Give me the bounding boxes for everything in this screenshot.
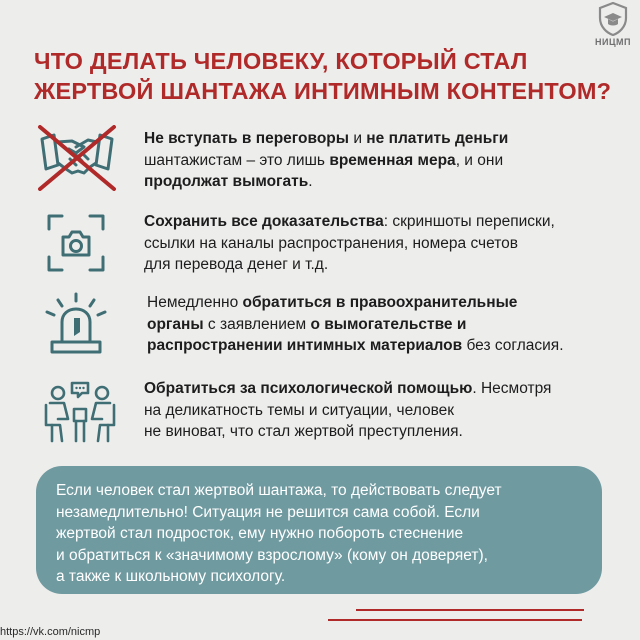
text-segment: с заявлением bbox=[203, 315, 311, 333]
text-segment: для перевода денег и т.д. bbox=[144, 256, 329, 273]
advice-text-line bbox=[144, 171, 508, 193]
police-siren-icon bbox=[42, 292, 110, 356]
title-line-1: ЧТО ДЕЛАТЬ ЧЕЛОВЕКУ, КОТОРЫЙ СТАЛ bbox=[34, 48, 528, 74]
advice-item-psychological-help bbox=[0, 377, 640, 447]
bold-text-segment: продолжат вымогать bbox=[144, 173, 309, 190]
advice-text-line bbox=[144, 128, 508, 150]
advice-text-4 bbox=[144, 378, 551, 443]
text-segment: на деликатность темы и ситуации, человек bbox=[144, 401, 455, 419]
bold-text-segment: временная мера bbox=[329, 151, 456, 169]
camera-screenshot-icon bbox=[46, 213, 106, 273]
advice-text-3 bbox=[147, 292, 564, 357]
text-segment: не виноват, что стал жертвой преступления. bbox=[144, 423, 463, 440]
advice-item-contact-police bbox=[0, 290, 640, 360]
advice-text-line bbox=[147, 335, 564, 357]
advice-text-line bbox=[144, 254, 555, 276]
advice-text-line bbox=[144, 421, 551, 443]
shield-graduation-cap-icon bbox=[598, 2, 628, 36]
info-note-box bbox=[36, 466, 602, 594]
text-segment: без согласия. bbox=[462, 337, 564, 354]
text-segment: Немедленно bbox=[147, 294, 243, 311]
note-line: а также к школьному психологу. bbox=[56, 568, 286, 586]
text-segment: и bbox=[349, 130, 367, 147]
bold-text-segment: о вымогательстве и bbox=[310, 315, 467, 333]
bold-text-segment: не платить деньги bbox=[366, 130, 509, 147]
bold-text-segment: распространении интимных материалов bbox=[147, 337, 463, 354]
note-line: Если человек стал жертвой шантажа, то действовать следует bbox=[56, 482, 502, 499]
text-segment: , и они bbox=[455, 151, 504, 169]
advice-text-line bbox=[147, 314, 564, 336]
footer-url-link[interactable]: https://vk.com/nicmp bbox=[0, 626, 101, 638]
text-segment: ссылки на каналы распространения, номера счетов bbox=[144, 234, 518, 252]
advice-text-line bbox=[144, 400, 551, 422]
crossed-handshake-icon bbox=[32, 125, 122, 191]
bold-text-segment: Сохранить все доказательства bbox=[144, 213, 384, 230]
bold-text-segment: органы bbox=[147, 315, 204, 333]
text-segment: . bbox=[308, 173, 313, 190]
decorative-line-bottom bbox=[328, 619, 582, 621]
advice-text-line bbox=[144, 233, 555, 255]
advice-text-line bbox=[144, 211, 555, 233]
page-title bbox=[34, 46, 614, 106]
bold-text-segment: Не вступать в переговоры bbox=[144, 130, 350, 147]
text-segment: . Несмотря bbox=[472, 380, 552, 397]
advice-item-no-negotiation bbox=[0, 125, 640, 195]
decorative-line-top bbox=[356, 609, 584, 611]
text-segment: : скриншоты переписки, bbox=[383, 213, 555, 230]
note-line: жертвой стал подросток, ему нужно побороть стеснение bbox=[56, 525, 464, 543]
bold-text-segment: обратиться в правоохранительные bbox=[242, 294, 518, 311]
bold-text-segment: Обратиться за психологической помощью bbox=[144, 380, 473, 397]
advice-item-save-evidence bbox=[0, 209, 640, 279]
advice-text-2 bbox=[144, 211, 555, 276]
advice-text-line bbox=[144, 378, 551, 400]
text-segment: шантажистам – это лишь bbox=[144, 151, 330, 169]
logo-text: НИЦМП bbox=[594, 37, 631, 47]
psychologist-session-icon bbox=[38, 379, 122, 445]
title-line-2: ЖЕРТВОЙ ШАНТАЖА ИНТИМНЫМ КОНТЕНТОМ? bbox=[34, 78, 612, 104]
note-line: незамедлительно! Ситуация не решится сама собой. Если bbox=[56, 503, 480, 521]
advice-text-1 bbox=[144, 128, 508, 193]
advice-text-line bbox=[147, 292, 564, 314]
note-line: и обратиться к «значимому взрослому» (кому он доверяет), bbox=[56, 546, 488, 564]
advice-text-line bbox=[144, 150, 508, 172]
